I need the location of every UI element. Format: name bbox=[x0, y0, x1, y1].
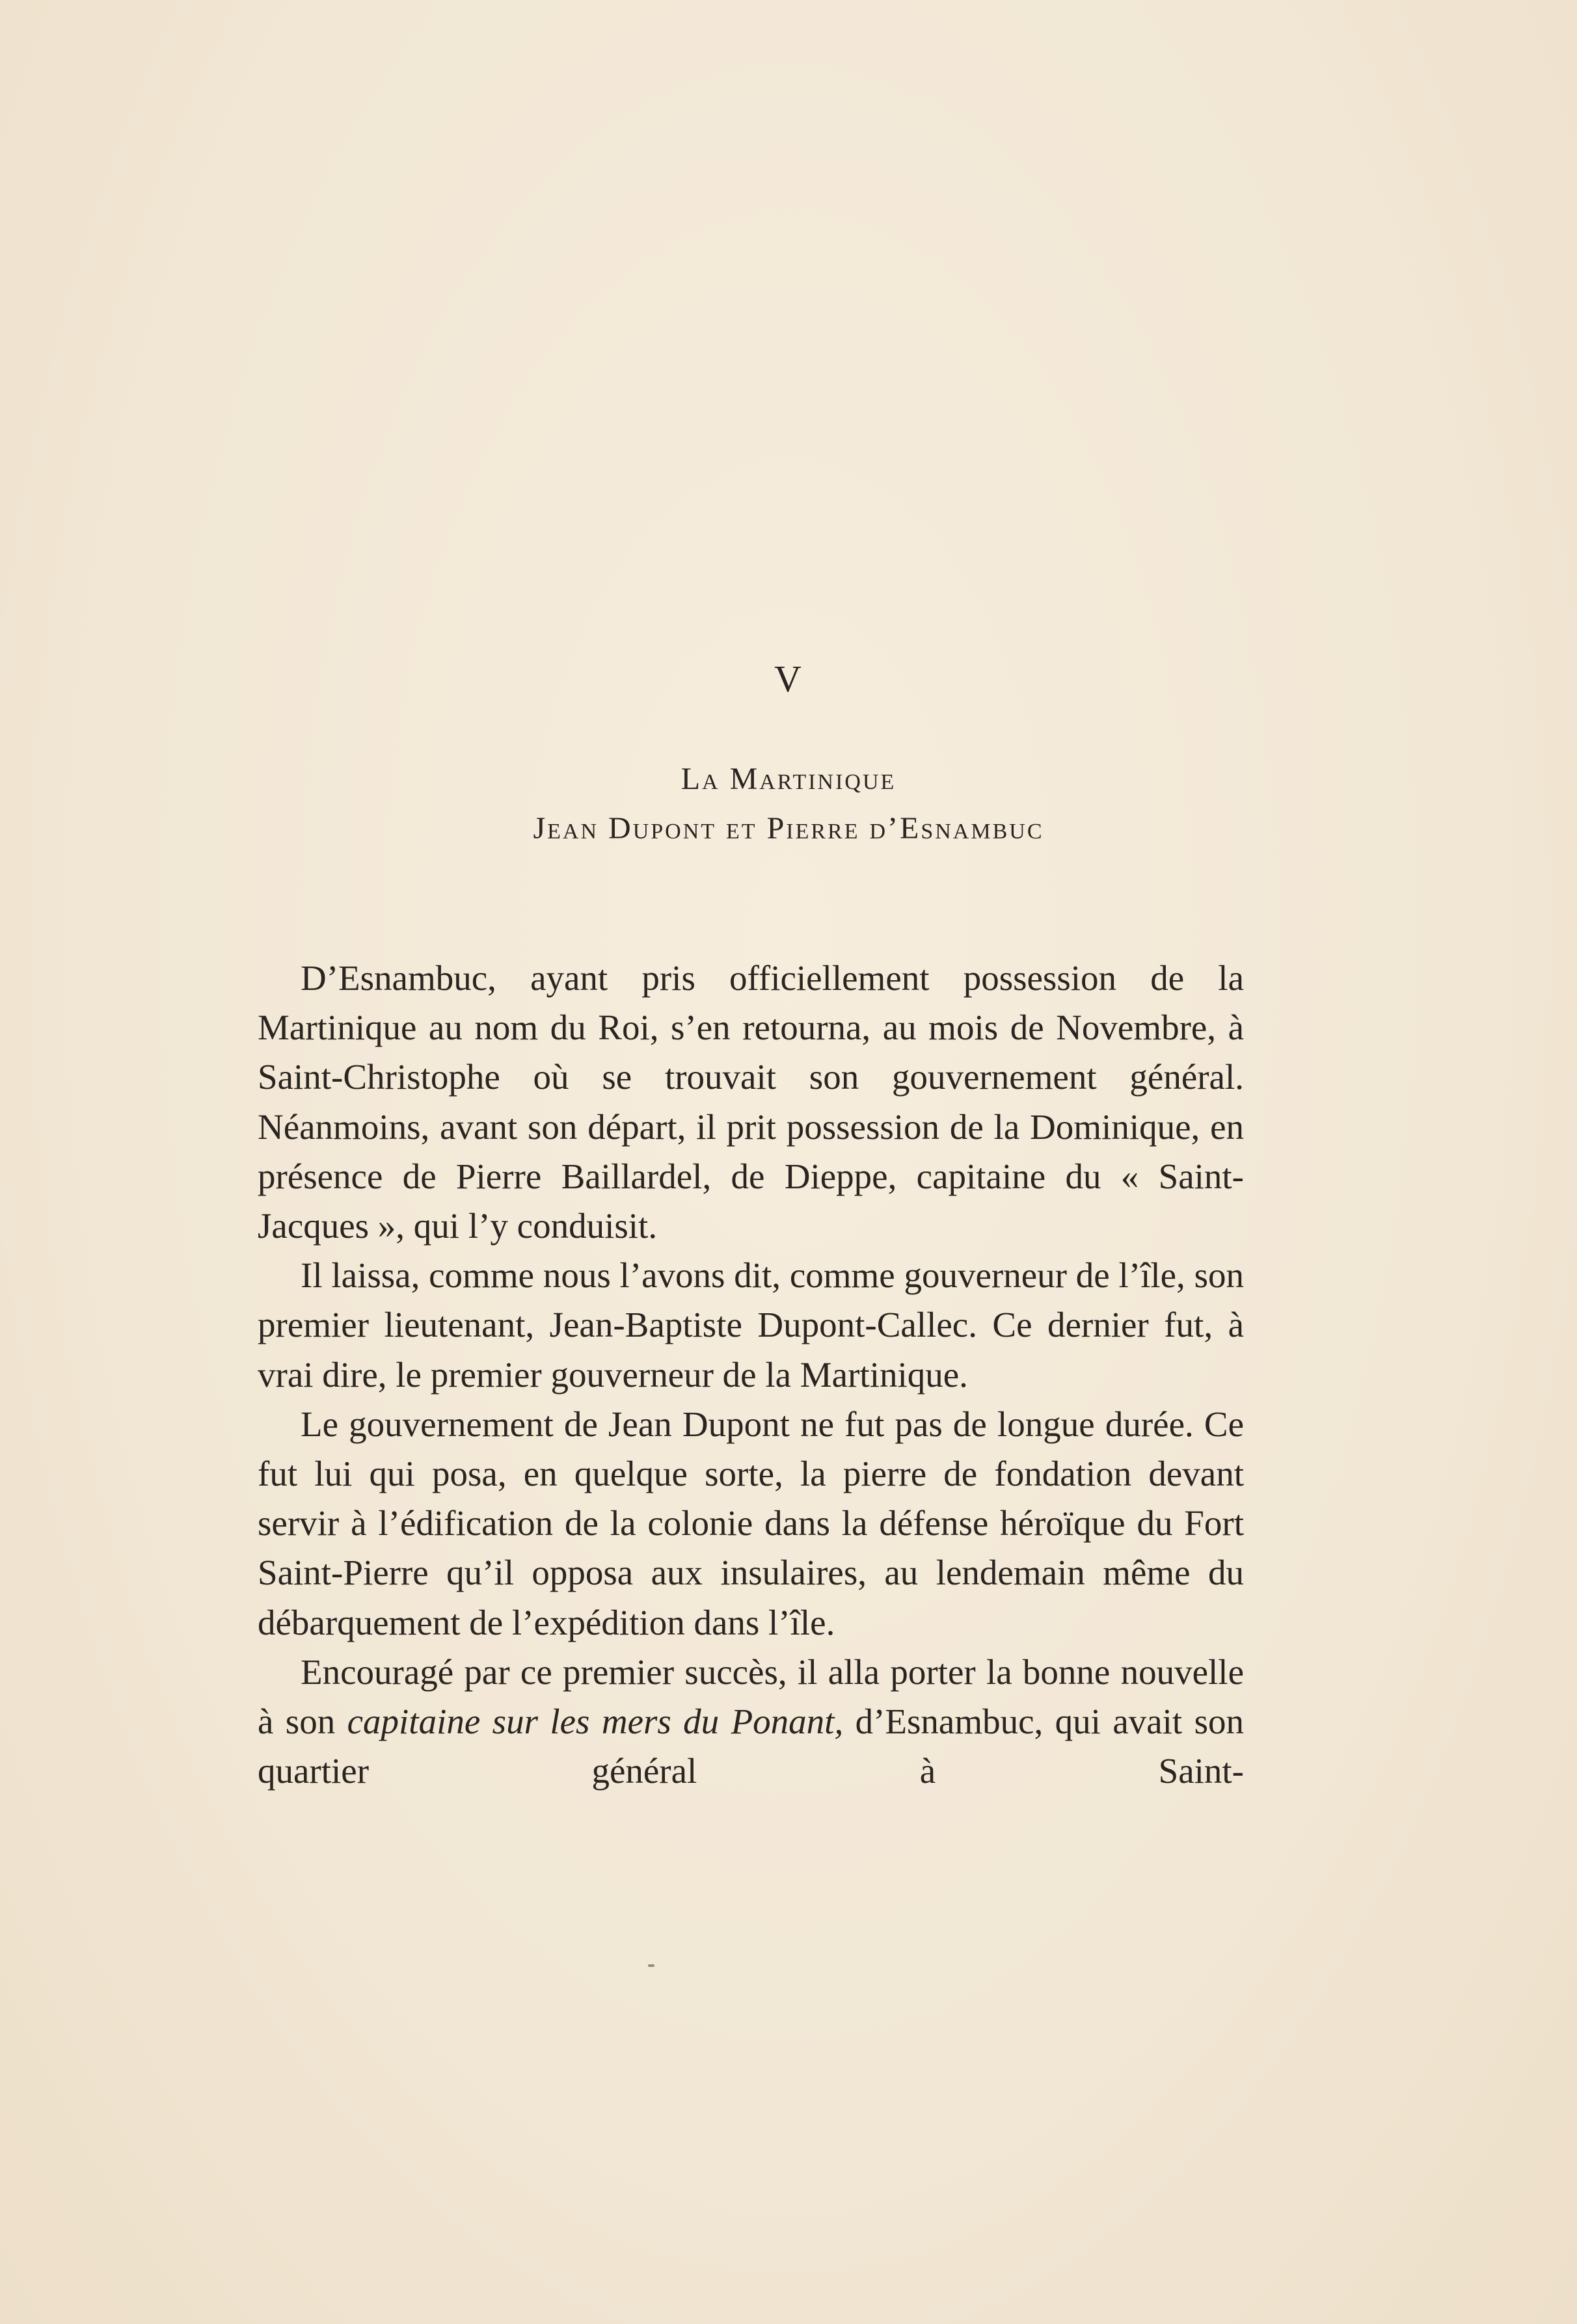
paragraph-2: Il laissa, comme nous l’avons dit, comme gouverneur de l’île, son premier lieutenant, Jean-Baptiste Dupont-Callec. Ce dernier fut, à vrai dire, le premier gouverneur de la Martinique. bbox=[258, 1255, 1244, 1395]
paragraph-4 bbox=[258, 1648, 1244, 1796]
body-text bbox=[258, 954, 1244, 1796]
paragraph-4-end: d’Esnambuc, qui avait son quartier général à Saint- bbox=[258, 1702, 1244, 1791]
print-mark bbox=[648, 1964, 654, 1967]
paragraph-4-italic: capitaine sur les mers du Ponant, bbox=[347, 1702, 844, 1742]
chapter-title-line-2: Jean Dupont et Pierre d’Esnambuc bbox=[533, 811, 1044, 846]
chapter-number: V bbox=[774, 658, 803, 700]
paragraph-3: Le gouvernement de Jean Dupont ne fut pas de longue durée. Ce fut lui qui posa, en quelque sorte, la pierre de fondation devant servir à l’édification de la colonie dans la défense héroïque du Fort Saint-Pierre qu’il opposa aux insulaires, au lendemain même du débarquement de l’expédition dans l’île. bbox=[258, 1404, 1244, 1642]
chapter-title bbox=[0, 755, 1577, 853]
chapter-title-line-1: La Martinique bbox=[681, 762, 896, 796]
paragraph-1: D’Esnambuc, ayant pris officiellement possession de la Martinique au nom du Roi, s’en retourna, au mois de Novembre, à Saint-Christophe où se trouvait son gouvernement général. Néanmoins, avant son départ, il prit possession de la Dominique, en présence de Pierre Baillardel, de Dieppe, capitaine du « Saint-Jacques », qui l’y conduisit. bbox=[258, 958, 1244, 1246]
paragraph-4-start: Encouragé par ce premier succès, il alla porter la bonne nouvelle à son bbox=[258, 1651, 1244, 1742]
